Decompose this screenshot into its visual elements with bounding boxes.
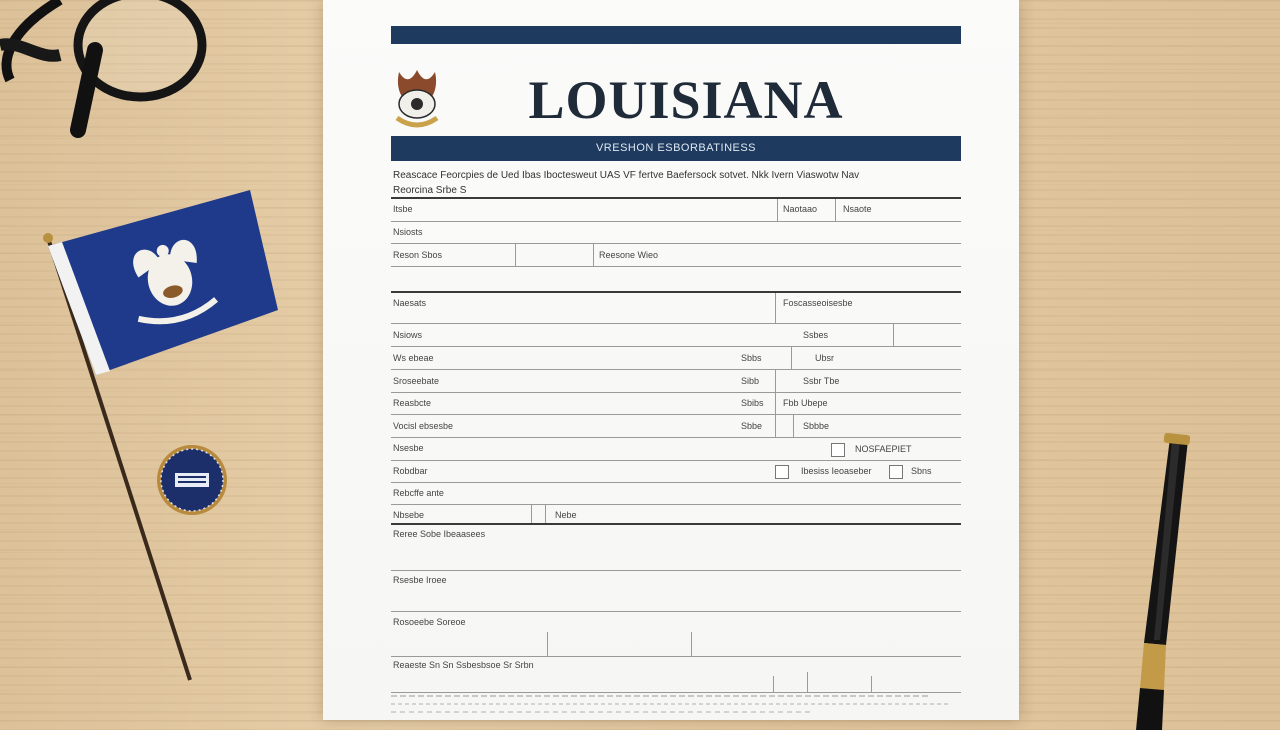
field-label: Ws ebeae xyxy=(393,353,434,363)
checkbox[interactable] xyxy=(775,465,789,479)
field-label: Itsbe xyxy=(393,204,413,214)
field-line[interactable] xyxy=(391,221,961,222)
field-label: NOSFAEPIET xyxy=(855,444,912,454)
field-divider xyxy=(691,632,692,656)
field-divider xyxy=(793,415,794,437)
intro-text xyxy=(393,168,953,198)
field-divider xyxy=(775,370,776,392)
field-label: Sbbe xyxy=(741,421,763,431)
louisiana-flag xyxy=(30,180,290,690)
field-label: Reson Sbos xyxy=(393,250,443,260)
field-label: Robdbar xyxy=(393,466,428,476)
field-label: Ibesiss Ieoaseber xyxy=(801,466,872,476)
field-divider xyxy=(545,505,546,523)
field-label: Sbns xyxy=(911,466,932,476)
field-label: Reesone Wieo xyxy=(599,250,659,260)
field-divider xyxy=(777,199,778,221)
field-label: Sbbs xyxy=(741,353,762,363)
field-label: Nsaote xyxy=(843,204,872,214)
field-label: Ubsr xyxy=(815,353,835,363)
field-line[interactable] xyxy=(391,460,961,461)
field-line[interactable] xyxy=(391,570,961,571)
field-label: Vocisl ebsesbe xyxy=(393,421,454,431)
field-divider xyxy=(807,672,808,692)
field-divider xyxy=(593,244,594,266)
field-divider xyxy=(515,244,516,266)
field-label: Nsiosts xyxy=(393,227,423,237)
field-line[interactable] xyxy=(391,323,961,324)
field-line[interactable] xyxy=(391,414,961,415)
field-label: Nsiows xyxy=(393,330,423,340)
field-line[interactable] xyxy=(391,243,961,244)
field-label: Naesats xyxy=(393,298,427,308)
field-line[interactable] xyxy=(391,611,961,612)
field-label: Rosoeebe Soreoe xyxy=(393,617,466,627)
field-label: Reaeste Sn Sn Ssbesbsoe Sr Srbn xyxy=(393,660,534,670)
field-label: Naotaao xyxy=(783,204,818,214)
state-title: LOUISIANA xyxy=(528,70,844,130)
field-label: Fbb Ubepe xyxy=(783,398,828,408)
section-rule xyxy=(391,523,961,525)
field-divider xyxy=(791,347,792,369)
field-divider xyxy=(775,415,776,437)
checkbox[interactable] xyxy=(889,465,903,479)
field-label: Sbibs xyxy=(741,398,764,408)
field-line[interactable] xyxy=(391,346,961,347)
field-line[interactable] xyxy=(391,437,961,438)
header-stripe xyxy=(391,26,961,44)
field-label: Ssbr Tbe xyxy=(803,376,840,386)
field-line[interactable] xyxy=(391,482,961,483)
field-label: Sbbbe xyxy=(803,421,830,431)
field-label: Nebe xyxy=(555,510,577,520)
field-line[interactable] xyxy=(391,504,961,505)
field-divider xyxy=(775,393,776,415)
field-divider xyxy=(531,505,532,523)
subtitle-bar: VRESHON ESBORBATINESS xyxy=(391,136,961,161)
field-label: Nbsebe xyxy=(393,510,425,520)
field-label: Rebcffe ante xyxy=(393,488,444,498)
field-line[interactable] xyxy=(391,392,961,393)
field-label: Foscasseoisesbe xyxy=(783,298,853,308)
state-seal-icon xyxy=(391,60,443,130)
field-divider xyxy=(547,632,548,656)
reading-glasses xyxy=(0,0,230,150)
fountain-pen xyxy=(1110,430,1200,730)
field-divider xyxy=(893,324,894,346)
field-line[interactable] xyxy=(391,369,961,370)
fine-print-lines xyxy=(391,690,961,720)
field-label: Rsesbe Iroee xyxy=(393,575,447,585)
intro-line-1: Reascace Feorcpies de Ued Ibas Iboctesweut UAS VF fertve Baefersock sotvet. Nkk Ivern Viaswotw Nav xyxy=(393,170,860,181)
application-form xyxy=(323,0,1019,720)
field-label: Nsesbe xyxy=(393,443,424,453)
field-label: Reasbcte xyxy=(393,398,432,408)
section-rule xyxy=(391,197,961,199)
field-divider xyxy=(835,199,836,221)
field-label: Sibb xyxy=(741,376,760,386)
checkbox[interactable] xyxy=(831,443,845,457)
field-line[interactable] xyxy=(391,656,961,657)
field-label: Reree Sobe Ibeaasees xyxy=(393,529,486,539)
field-label: Ssbes xyxy=(803,330,829,340)
intro-line-2: Reorcina Srbe S xyxy=(393,185,467,196)
section-rule xyxy=(391,291,961,293)
field-line[interactable] xyxy=(391,266,961,267)
state-badge-pin xyxy=(155,443,229,517)
field-divider xyxy=(775,293,776,323)
field-label: Sroseebate xyxy=(393,376,440,386)
